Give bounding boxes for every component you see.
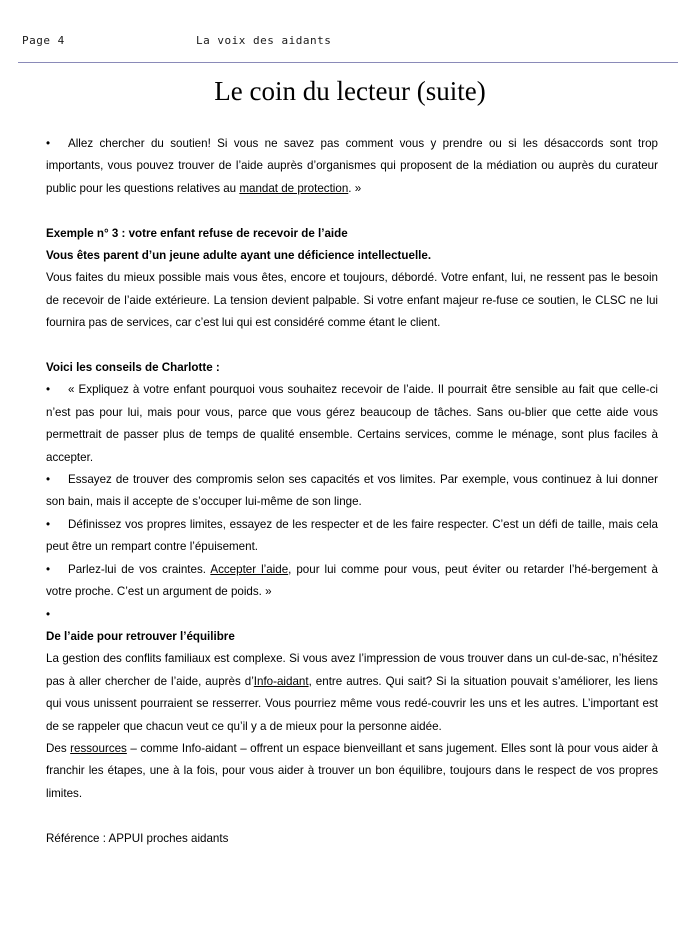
link-accepter-aide[interactable]: Accepter l’aide — [210, 562, 289, 576]
tip-3-text: Définissez vos propres limites, essayez de les respecter et de les faire respecter. C’est un défi de taille, mais cela peut être un rempart contre l’épuisement. — [46, 517, 658, 554]
bullet-glyph: • — [46, 562, 51, 576]
intro-text-1: Allez chercher du soutien! Si vous ne savez pas comment vous y prendre ou si les désaccords sont trop importants, vous pouvez trouver de l’aide auprès d’organismes qui proposent de la médiation ou auprès du curateur public pour les questions relatives au — [46, 137, 658, 195]
intro-text-2: . » — [348, 181, 362, 195]
intro-bullet-paragraph — [46, 133, 658, 200]
page-title: Le coin du lecteur (suite) — [214, 76, 486, 106]
balance-p1-before: La gestion des conflits familiaux est complexe. Si vous avez l’impression de vous trouver dans un cul-de-sac, n’hésitez pas à aller chercher de l’aide, auprès d’ — [46, 652, 658, 688]
balance-paragraph-1 — [46, 648, 658, 738]
balance-p2-after: – comme Info-aidant – offrent un espace bienveillant et sans jugement. Elles sont là pour vous aider à franchir les étapes, une à la fois, pour vous aider à trouver un bon équilibre, toujours dans le respect de vos propres limites. — [46, 741, 659, 800]
tip-2-text: Essayez de trouver des compromis selon ses capacités et vos limites. Par exemple, vous continuez à lui donner son bain, mais il accepte de s’occuper lui-même de son linge. — [46, 473, 658, 509]
balance-p1-after: , entre autres. Qui sait? Si la situation pouvait s’améliorer, les liens qui vous unissent pourraient se resserrer. Vous pourriez même vous redé-couvrir les uns et les autres. L’important est de se rappeler que chacun veut ce qu’il y a de mieux pour la personne aidée. — [46, 674, 658, 733]
spacer — [46, 335, 658, 357]
tip-3 — [46, 514, 658, 559]
publication-name: La voix des aidants — [196, 34, 332, 47]
spacer — [46, 805, 658, 827]
article-body — [46, 133, 658, 850]
tip-4 — [46, 559, 658, 604]
link-ressources[interactable]: ressources — [70, 741, 127, 755]
link-info-aidant[interactable]: Info-aidant — [253, 674, 309, 688]
bullet-glyph: • — [46, 607, 51, 621]
balance-paragraph-2 — [46, 738, 658, 805]
bullet-glyph: • — [46, 383, 51, 397]
tip-4-text-before: Parlez-lui de vos craintes. — [68, 562, 211, 576]
tip-1-text: « Expliquez à votre enfant pourquoi vous souhaitez recevoir de l’aide. Il pourrait être sensible au fait que celle-ci n’est pas pour lui, mais pour vous, parce que vous gérez beaucoup de tâches. Sans ou-blier que cette aide vous permettrait de passer plus de temps de qualité ensemble. Certains services, comme le ménage, sont plus faciles à accepter. — [46, 383, 658, 464]
example3-heading: Exemple n° 3 : votre enfant refuse de recevoir de l’aide — [46, 226, 348, 240]
example3-body: Vous faites du mieux possible mais vous êtes, encore et toujours, débordé. Votre enfant, lui, ne ressent pas le besoin de recevoir de l’aide extérieure. La tension devient palpable. Si votre enfant majeur re-fuse ce soutien, le CLSC ne lui fournira pas de services, car c’est lui qui est considéré comme étant le client. — [46, 271, 658, 330]
header-divider — [18, 62, 678, 63]
link-mandat-de-protection[interactable]: mandat de protection — [239, 181, 349, 195]
page-number: Page 4 — [22, 34, 65, 47]
example3-subheading: Vous êtes parent d’un jeune adulte ayant une déficience intellectuelle. — [46, 249, 432, 263]
running-header — [22, 34, 678, 50]
bullet-glyph: • — [46, 137, 51, 150]
tip-2 — [46, 469, 658, 514]
tip-4-text-after: , pour lui comme pour vous, peut éviter ou retarder l’hé-bergement à votre proche. C’est un argument de poids. » — [46, 562, 659, 599]
spacer — [46, 200, 658, 222]
balance-heading: De l’aide pour retrouver l’équilibre — [46, 629, 235, 643]
bullet-glyph: • — [46, 517, 51, 531]
balance-p2-before: Des — [46, 741, 71, 755]
bullet-glyph: • — [46, 473, 51, 487]
reference-line: Référence : APPUI proches aidants — [46, 831, 229, 845]
tip-1 — [46, 379, 658, 469]
empty-bullet — [46, 604, 658, 626]
tips-heading: Voici les conseils de Charlotte : — [46, 361, 220, 375]
